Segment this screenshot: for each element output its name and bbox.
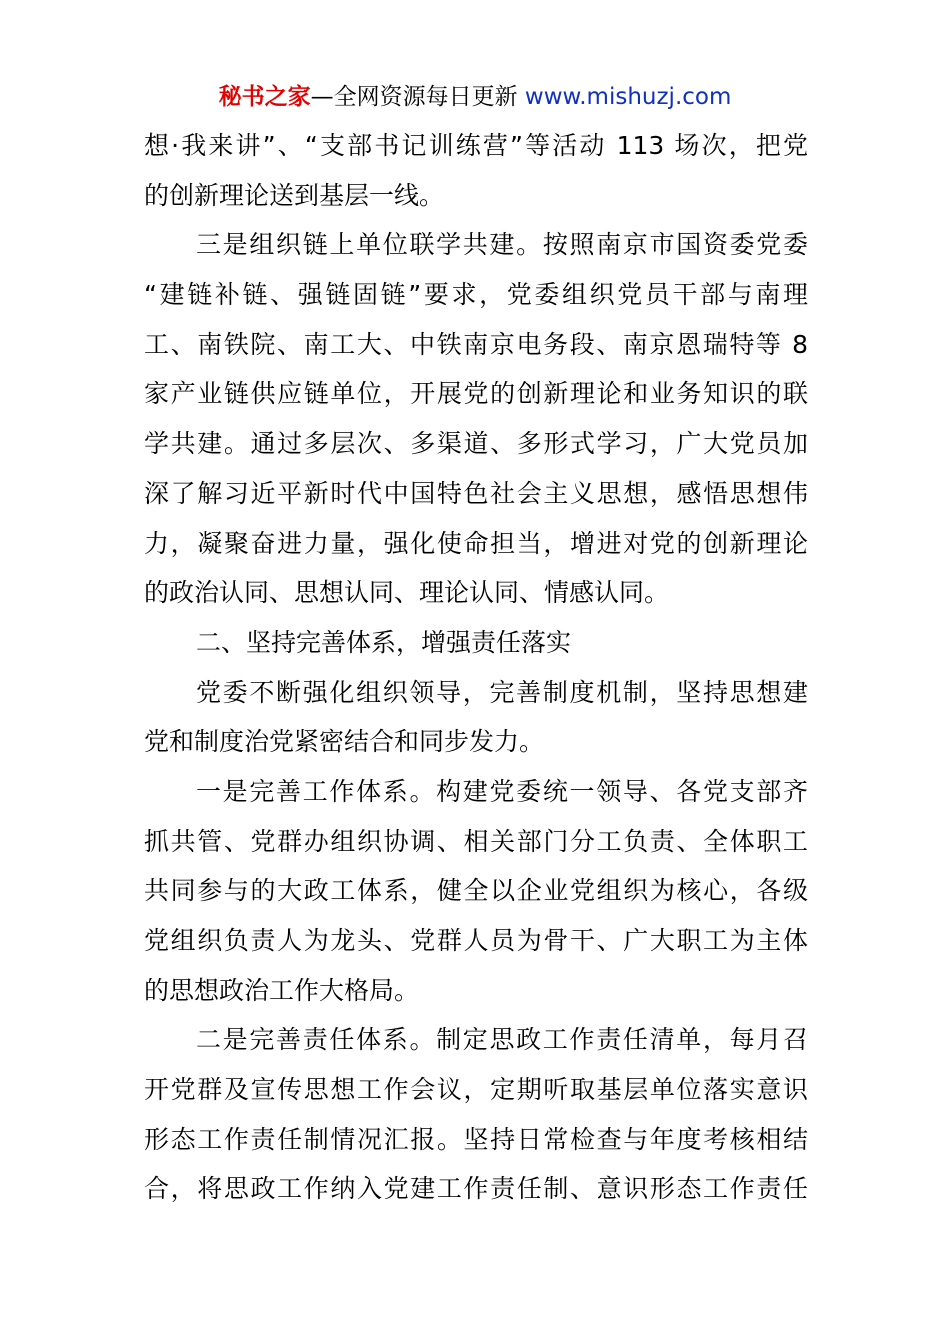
text-line: 形态工作责任制情况汇报。坚持日常检查与年度考核相结 <box>144 1124 808 1154</box>
text-line: 党和制度治党紧密结合和同步发力。 <box>144 727 545 757</box>
document-body <box>144 121 808 1214</box>
text-line: 工、南铁院、南工大、中铁南京电务段、南京恩瑞特等 8 <box>144 329 808 359</box>
text-line: 党组织负责人为龙头、党群人员为骨干、广大职工为主体 <box>144 926 808 955</box>
text-line: 开党群及宣传思想工作会议，定期听取基层单位落实意识 <box>144 1075 808 1105</box>
text-line: 二是完善责任体系。制定思政工作责任清单，每月召 <box>196 1025 808 1055</box>
site-url: www.mishuzj.com <box>524 84 732 110</box>
site-tagline: —全网资源每日更新 <box>310 84 525 110</box>
watermark-header <box>0 80 950 114</box>
text-line: 合，将思政工作纳入党建工作责任制、意识形态工作责任 <box>144 1174 808 1204</box>
text-line: 的思想政治工作大格局。 <box>144 975 420 1005</box>
text-line: “建链补链、强链固链”要求，党委组织党员干部与南理 <box>144 280 808 310</box>
text-line: 的创新理论送到基层一线。 <box>144 180 445 210</box>
text-line: 三是组织链上单位联学共建。按照南京市国资委党委 <box>196 230 808 260</box>
text-line: 的政治认同、思想认同、理论认同、情感认同。 <box>144 578 670 608</box>
text-line: 力，凝聚奋进力量，强化使命担当，增进对党的创新理论 <box>144 528 808 558</box>
text-line: 党委不断强化组织领导，完善制度机制，坚持思想建 <box>196 677 808 707</box>
text-line: 深了解习近平新时代中国特色社会主义思想，感悟思想伟 <box>144 478 808 508</box>
text-line: 二、坚持完善体系，增强责任落实 <box>196 627 572 657</box>
text-line: 家产业链供应链单位，开展党的创新理论和业务知识的联 <box>144 379 808 409</box>
text-line: 学共建。通过多层次、多渠道、多形式学习，广大党员加 <box>144 429 808 459</box>
text-line: 共同参与的大政工体系，健全以企业党组织为核心，各级 <box>144 876 808 906</box>
text-line: 想·我来讲”、“支部书记训练营”等活动 113 场次，把党 <box>144 131 808 160</box>
text-line: 抓共管、党群办组织协调、相关部门分工负责、全体职工 <box>144 826 808 856</box>
text-line: 一是完善工作体系。构建党委统一领导、各党支部齐 <box>196 776 808 806</box>
site-brand: 秘书之家 <box>218 84 311 110</box>
